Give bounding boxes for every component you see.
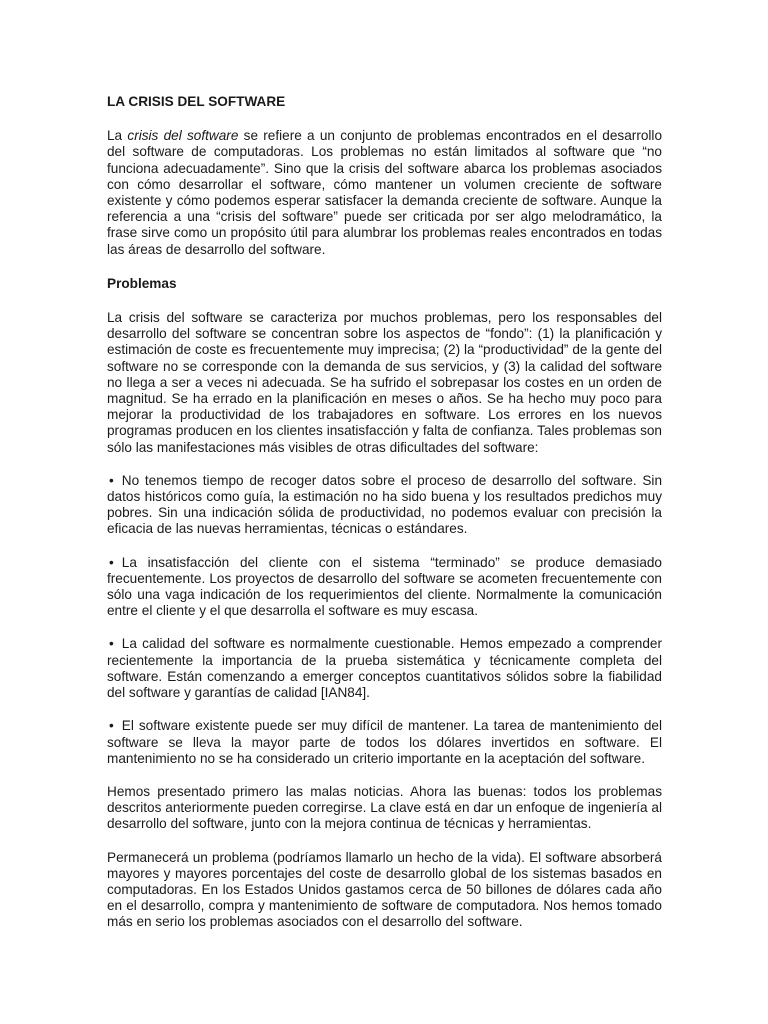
section-heading-problemas: Problemas [107, 275, 177, 291]
bullet-item-2: • La insatisfacción del cliente con el sistema “terminado” se produce demasiado frecuentemente. Los proyectos de desarrollo del software se acometen frecuentemente con sólo una vaga indicación de los requerimientos del cliente. Normalmente la comunicación entre el cliente y el que desarrolla el software es muy escasa. [107, 555, 662, 620]
bullet-item-1: • No tenemos tiempo de recoger datos sobre el proceso de desarrollo del software. Sin datos históricos como guía, la estimación no ha sido buena y los resultados predichos muy pobres. Sin una indicación sólida de productividad, no podemos evaluar con precisión la eficacia de las nuevas herramientas, técnicas o estándares. [107, 473, 662, 538]
intro-text-rest: se refiere a un conjunto de problemas encontrados en el desarrollo del software de computadoras. Los problemas no están limitados al software que “no funciona adecuadamente”. Sino que la crisis del software abarca los problemas asociados con cómo desarrollar el software, cómo mantener un volumen creciente de software existente y cómo podemos esperar satisfacer la demanda creciente de software. Aunque la referencia a una “crisis del software” puede ser criticada por ser algo melodramático, la frase sirve como un propósito útil para alumbrar los problemas reales encontrados en todas las áreas de desarrollo del software. [107, 128, 663, 257]
bullet-item-4: • El software existente puede ser muy difícil de mantener. La tarea de mantenimiento del software se lleva la mayor parte de todos los dólares invertidos en software. El mantenimiento no se ha considerado un criterio importante en la aceptación del software. [107, 718, 662, 767]
good-news-paragraph: Hemos presentado primero las malas noticias. Ahora las buenas: todos los problemas descritos anteriormente pueden corregirse. La clave está en dar un enfoque de ingeniería al desarrollo del software, junto con la mejora continua de técnicas y herramientas. [107, 783, 662, 832]
problemas-paragraph: La crisis del software se caracteriza por muchos problemas, pero los responsables del desarrollo del software se concentran sobre los aspectos de “fondo”: (1) la planificación y estimación de coste es frecuentemente muy imprecisa; (2) la “productividad” de la gente del software no se corresponde con la demanda de sus servicios, y (3) la calidad del software no llega a ser a veces ni adecuada. Se ha sufrido el sobrepasar los costes en un orden de magnitud. Se ha errado en la planificación en meses o años. Se ha hecho muy poco para mejorar la productividad de los trabajadores en software. Los errores en los nuevos programas producen en los clientes insatisfacción y falta de confianza. Tales problemas son sólo las manifestaciones más visibles de otras dificultades del software: [107, 310, 662, 455]
intro-paragraph [107, 128, 662, 258]
intro-text-start: La [107, 128, 128, 144]
document-title: LA CRISIS DEL SOFTWARE [107, 94, 286, 109]
final-paragraph: Permanecerá un problema (podríamos llamarlo un hecho de la vida). El software absorberá mayores y mayores porcentajes del coste de desarrollo global de los sistemas basados en computadoras. En los Estados Unidos gastamos cerca de 50 billones de dólares cada año en el desarrollo, compra y mantenimiento de software de computadora. Nos hemos tomado más en serio los problemas asociados con el desarrollo del software. [107, 849, 662, 930]
bullet-item-3: • La calidad del software es normalmente cuestionable. Hemos empezado a comprender recientemente la importancia de la prueba sistemática y técnicamente completa del software. Están comenzando a emerger conceptos cuantitativos sólidos sobre la fiabilidad del software y garantías de calidad [IAN84]. [107, 636, 662, 701]
intro-italic-term: crisis del software [127, 128, 239, 144]
